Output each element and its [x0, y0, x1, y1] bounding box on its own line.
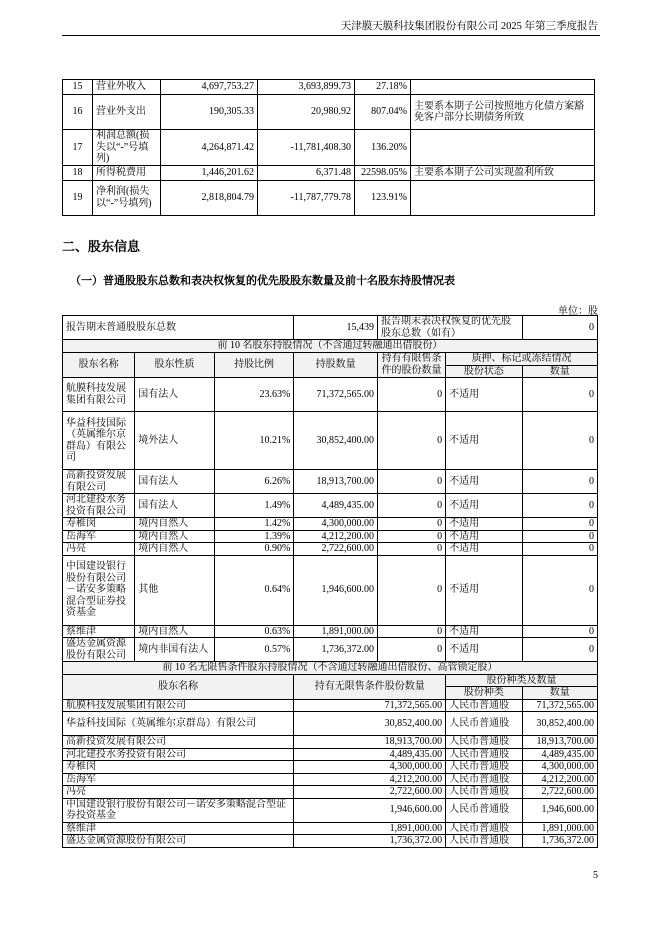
- income-row: [63, 180, 595, 215]
- restricted-shares: 0: [377, 530, 445, 543]
- shareholder-row: [63, 494, 598, 518]
- share-count: 1,736,372.00: [522, 835, 597, 848]
- share-count: 1,891,000.00: [522, 822, 597, 835]
- share-status: 不适用: [446, 494, 522, 518]
- share-type: 人民币普通股: [446, 835, 522, 848]
- holding-ratio: 0.63%: [214, 625, 294, 638]
- unrestricted-qty: 4,300,000.00: [294, 761, 446, 774]
- share-type: 人民币普通股: [446, 798, 522, 822]
- holder-nature: 境内自然人: [135, 625, 215, 638]
- unrestricted-header-row: [63, 674, 598, 687]
- pledge-qty: 0: [522, 518, 597, 531]
- restricted-shares: 0: [377, 638, 445, 662]
- row-number: 16: [63, 95, 93, 130]
- header-unrestricted-qty: 持有无限售条件股份数量: [294, 674, 446, 699]
- holder-nature: 国有法人: [135, 470, 215, 494]
- unrestricted-qty: 1,946,600.00: [294, 798, 446, 822]
- holding-shares: 2,722,600.00: [294, 543, 378, 556]
- holder-name: 盛达金属资源股份有限公司: [63, 835, 294, 848]
- unrestricted-row: [63, 761, 598, 774]
- holder-nature: 境内自然人: [135, 530, 215, 543]
- shareholder-row: [63, 470, 598, 494]
- share-status: 不适用: [446, 625, 522, 638]
- unrestricted-row: [63, 748, 598, 761]
- share-count: 30,852,400.00: [522, 712, 597, 736]
- change-reason: 主要系本期子公司实现盈利所致: [411, 165, 595, 180]
- current-amount: 1,446,201.62: [161, 165, 258, 180]
- share-count: 4,300,000.00: [522, 761, 597, 774]
- row-number: 17: [63, 130, 93, 166]
- holder-nature: 国有法人: [135, 494, 215, 518]
- preferred-holders-value: 0: [522, 316, 597, 340]
- restricted-shares: 0: [377, 494, 445, 518]
- holder-name: 寿稚闵: [63, 761, 294, 774]
- holder-name: 冯亮: [63, 786, 294, 799]
- previous-amount: 20,980.92: [258, 95, 355, 130]
- holding-shares: 1,946,600.00: [294, 555, 378, 625]
- header-unrestricted-name: 股东名称: [63, 674, 294, 699]
- holding-ratio: 1.42%: [214, 518, 294, 531]
- holder-nature: 国有法人: [135, 378, 215, 412]
- current-amount: 4,264,871.42: [161, 130, 258, 166]
- share-type: 人民币普通股: [446, 748, 522, 761]
- header-shares: 持股数量: [294, 352, 378, 378]
- item-name: 营业外收入: [93, 80, 161, 95]
- holder-nature: 境内自然人: [135, 543, 215, 556]
- holder-name: 岳海军: [63, 773, 294, 786]
- holder-name: 河北建投水务投资有限公司: [63, 748, 294, 761]
- share-count: 2,722,600.00: [522, 786, 597, 799]
- previous-amount: -11,781,408.30: [258, 130, 355, 166]
- holder-name: 华益科技国际（英属维尔京群岛）有限公司: [63, 712, 294, 736]
- share-type: 人民币普通股: [446, 736, 522, 749]
- previous-amount: 6,371.48: [258, 165, 355, 180]
- holding-ratio: 6.26%: [214, 470, 294, 494]
- holder-name: 寿稚闵: [63, 518, 135, 531]
- income-row: [63, 165, 595, 180]
- holder-nature: 境内非国有法人: [135, 638, 215, 662]
- unrestricted-row: [63, 773, 598, 786]
- header-holder-nature: 股东性质: [135, 352, 215, 378]
- income-row: [63, 95, 595, 130]
- holding-shares: 71,372,565.00: [294, 378, 378, 412]
- unrestricted-row: [63, 699, 598, 712]
- holding-ratio: 0.90%: [214, 543, 294, 556]
- shareholder-row: [63, 638, 598, 662]
- item-name: 利润总额(损失以“-”号填列): [93, 130, 161, 166]
- change-ratio: 27.18%: [355, 80, 411, 95]
- holder-nature: 境内自然人: [135, 518, 215, 531]
- change-ratio: 123.91%: [355, 180, 411, 215]
- holder-name: 河北建投水务投资有限公司: [63, 494, 135, 518]
- restricted-shares: 0: [377, 543, 445, 556]
- shareholder-row: [63, 555, 598, 625]
- report-title: 天津膜天膜科技集团股份有限公司 2025 年第三季度报告: [340, 21, 598, 32]
- holding-shares: 30,852,400.00: [294, 412, 378, 470]
- change-reason: [411, 130, 595, 166]
- holding-shares: 1,891,000.00: [294, 625, 378, 638]
- holder-name: 蔡维津: [63, 625, 135, 638]
- shareholder-row: [63, 625, 598, 638]
- header-pledge: 质押、标记或冻结情况: [446, 352, 598, 365]
- holder-name: 航膜科技发展集团有限公司: [63, 699, 294, 712]
- shareholder-row: [63, 518, 598, 531]
- change-ratio: 22598.05%: [355, 165, 411, 180]
- pledge-qty: 0: [522, 555, 597, 625]
- unrestricted-row: [63, 712, 598, 736]
- current-amount: 190,305.33: [161, 95, 258, 130]
- holder-name: 中国建设银行股份有限公司－诺安多策略混合型证券投资基金: [63, 555, 135, 625]
- holder-name: 高新投资发展有限公司: [63, 736, 294, 749]
- pledge-qty: 0: [522, 378, 597, 412]
- holder-name: 岳海军: [63, 530, 135, 543]
- change-reason: [411, 180, 595, 215]
- shareholders-table: [62, 315, 598, 848]
- holding-ratio: 1.39%: [214, 530, 294, 543]
- income-row: [63, 80, 595, 95]
- share-type: 人民币普通股: [446, 699, 522, 712]
- item-name: 营业外支出: [93, 95, 161, 130]
- restricted-shares: 0: [377, 412, 445, 470]
- page-header: [0, 0, 662, 40]
- top10-header-row: [63, 352, 598, 365]
- unrestricted-qty: 1,891,000.00: [294, 822, 446, 835]
- holding-ratio: 1.49%: [214, 494, 294, 518]
- unrestricted-row: [63, 798, 598, 822]
- pledge-qty: 0: [522, 543, 597, 556]
- holding-shares: 4,489,435.00: [294, 494, 378, 518]
- share-count: 1,946,600.00: [522, 798, 597, 822]
- unrestricted-caption-row: [63, 662, 598, 675]
- income-items-table: [62, 79, 595, 216]
- common-holders-label: 报告期末普通股股东总数: [63, 316, 294, 340]
- unrestricted-qty: 18,913,700.00: [294, 736, 446, 749]
- pledge-qty: 0: [522, 625, 597, 638]
- change-ratio: 136.20%: [355, 130, 411, 166]
- subsection-title: （一）普通股股东总数和表决权恢复的优先股股东数量及前十名股东持股情况表: [70, 274, 455, 287]
- holding-ratio: 23.63%: [214, 378, 294, 412]
- unrestricted-qty: 1,736,372.00: [294, 835, 446, 848]
- unrestricted-row: [63, 835, 598, 848]
- share-status: 不适用: [446, 638, 522, 662]
- header-restricted: 持有有限售条件的股份数量: [377, 352, 445, 378]
- share-count: 18,913,700.00: [522, 736, 597, 749]
- item-name: 净利润(损失以“-”号填列): [93, 180, 161, 215]
- preferred-holders-label: 报告期末表决权恢复的优先股股东总数（如有）: [377, 316, 522, 340]
- page-number: 5: [593, 870, 598, 881]
- holder-name: 中国建设银行股份有限公司－诺安多策略混合型证券投资基金: [63, 798, 294, 822]
- holder-nature: 其他: [135, 555, 215, 625]
- share-type: 人民币普通股: [446, 761, 522, 774]
- header-ratio: 持股比例: [214, 352, 294, 378]
- top10-caption: 前 10 名股东持股情况（不含通过转融通出借股份）: [63, 340, 598, 353]
- pledge-qty: 0: [522, 470, 597, 494]
- share-status: 不适用: [446, 543, 522, 556]
- share-count: 71,372,565.00: [522, 699, 597, 712]
- pledge-qty: 0: [522, 638, 597, 662]
- unrestricted-caption: 前 10 名无限售条件股东持股情况（不含通过转融通出借股份、高管锁定股）: [63, 662, 598, 675]
- shareholder-row: [63, 543, 598, 556]
- unrestricted-qty: 71,372,565.00: [294, 699, 446, 712]
- shareholder-row: [63, 530, 598, 543]
- unrestricted-row: [63, 822, 598, 835]
- restricted-shares: 0: [377, 555, 445, 625]
- header-share-count: 数量: [522, 687, 597, 700]
- holding-shares: 4,300,000.00: [294, 518, 378, 531]
- share-count: 4,212,200.00: [522, 773, 597, 786]
- restricted-shares: 0: [377, 470, 445, 494]
- holding-shares: 1,736,372.00: [294, 638, 378, 662]
- header-share-type: 股份种类: [446, 687, 522, 700]
- share-count: 4,489,435.00: [522, 748, 597, 761]
- pledge-qty: 0: [522, 494, 597, 518]
- income-row: [63, 130, 595, 166]
- item-name: 所得税费用: [93, 165, 161, 180]
- shareholder-row: [63, 412, 598, 470]
- header-share-status: 股份状态: [446, 365, 522, 378]
- share-type: 人民币普通股: [446, 712, 522, 736]
- current-amount: 4,697,753.27: [161, 80, 258, 95]
- unrestricted-qty: 4,489,435.00: [294, 748, 446, 761]
- holding-ratio: 0.64%: [214, 555, 294, 625]
- common-holders-value: 15,439: [294, 316, 378, 340]
- change-reason: [411, 80, 595, 95]
- pledge-qty: 0: [522, 412, 597, 470]
- restricted-shares: 0: [377, 518, 445, 531]
- row-number: 15: [63, 80, 93, 95]
- holder-name: 盛达金属资源股份有限公司: [63, 638, 135, 662]
- share-type: 人民币普通股: [446, 786, 522, 799]
- previous-amount: 3,693,899.73: [258, 80, 355, 95]
- unrestricted-qty: 2,722,600.00: [294, 786, 446, 799]
- holding-shares: 18,913,700.00: [294, 470, 378, 494]
- holder-name: 蔡维津: [63, 822, 294, 835]
- previous-amount: -11,787,779.78: [258, 180, 355, 215]
- share-status: 不适用: [446, 518, 522, 531]
- row-number: 18: [63, 165, 93, 180]
- holder-name: 高新投资发展有限公司: [63, 470, 135, 494]
- share-status: 不适用: [446, 470, 522, 494]
- top10-caption-row: [63, 340, 598, 353]
- unrestricted-row: [63, 786, 598, 799]
- holding-ratio: 0.57%: [214, 638, 294, 662]
- pledge-qty: 0: [522, 530, 597, 543]
- holding-ratio: 10.21%: [214, 412, 294, 470]
- section-title: 二、股东信息: [62, 240, 141, 255]
- change-reason: 主要系本期子公司按照地方化债方案豁免客户部分长期债务所致: [411, 95, 595, 130]
- holder-nature: 境外法人: [135, 412, 215, 470]
- restricted-shares: 0: [377, 378, 445, 412]
- holding-shares: 4,212,200.00: [294, 530, 378, 543]
- holder-name: 冯亮: [63, 543, 135, 556]
- header-pledge-qty: 数量: [522, 365, 597, 378]
- share-status: 不适用: [446, 555, 522, 625]
- share-type: 人民币普通股: [446, 773, 522, 786]
- unrestricted-row: [63, 736, 598, 749]
- header-holder-name: 股东名称: [63, 352, 135, 378]
- share-status: 不适用: [446, 412, 522, 470]
- holder-name: 华益科技国际（英属维尔京群岛）有限公司: [63, 412, 135, 470]
- header-divider: [62, 35, 600, 36]
- summary-row: [63, 316, 598, 340]
- unrestricted-qty: 30,852,400.00: [294, 712, 446, 736]
- header-type-group: 股份种类及数量: [446, 674, 598, 687]
- current-amount: 2,818,804.79: [161, 180, 258, 215]
- unrestricted-qty: 4,212,200.00: [294, 773, 446, 786]
- shareholder-row: [63, 378, 598, 412]
- share-status: 不适用: [446, 378, 522, 412]
- row-number: 19: [63, 180, 93, 215]
- share-type: 人民币普通股: [446, 822, 522, 835]
- holder-name: 航膜科技发展集团有限公司: [63, 378, 135, 412]
- change-ratio: 807.04%: [355, 95, 411, 130]
- restricted-shares: 0: [377, 625, 445, 638]
- share-status: 不适用: [446, 530, 522, 543]
- unit-label: 单位：股: [558, 306, 598, 317]
